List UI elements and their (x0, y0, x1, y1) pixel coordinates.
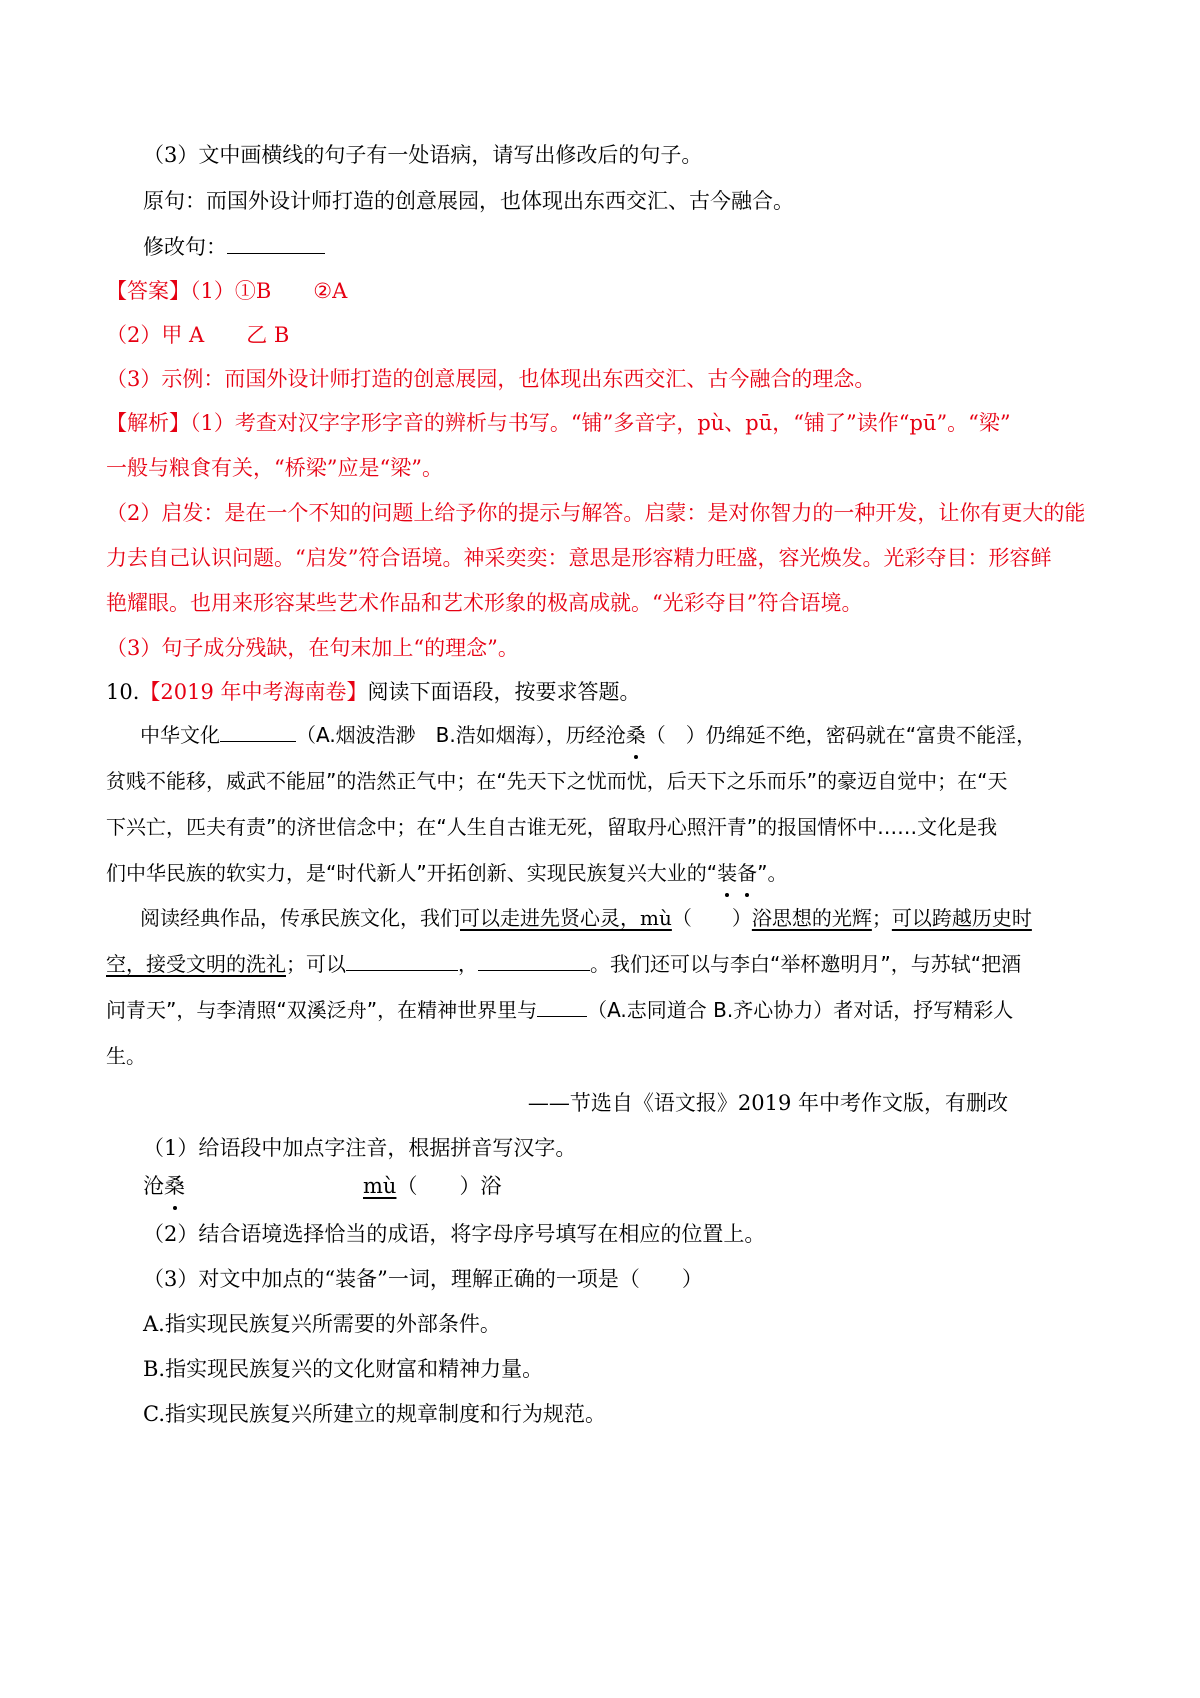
q10-para2-line2: 空，接受文明的洗礼；可以 ， 。我们还可以与李白“举杯邀明月”，与苏轼“把酒 (106, 952, 1022, 976)
underlined-phrase: 浴思想的光辉 (751, 906, 872, 930)
q10-para1-line3: 下兴亡，匹夫有责”的济世信念中；在“人生自古谁无死，留取丹心照汗青”的报国情怀中……文化是我 (106, 815, 998, 839)
idiom-blank-1[interactable] (220, 721, 296, 742)
answer-tag: 【答案】 (106, 279, 190, 303)
q10-sub1-prompt: （1）给语段中加点字注音，根据拼音写汉字。 (143, 1136, 577, 1160)
fill-blank-2[interactable] (478, 950, 590, 971)
q10-source: 【2019 年中考海南卷】 (139, 680, 368, 704)
dotted-char: 备 (737, 858, 757, 888)
q10-sub1-items: 沧桑 mù（ ）浴 (143, 1171, 1200, 1201)
dotted-char: 桑 (626, 720, 646, 750)
analysis-p1-line2: 一般与粮食有关，“桥梁”应是“梁”。 (106, 456, 443, 480)
q10-sub3-prompt: （3）对文中加点的“装备”一词，理解正确的一项是（ ） (143, 1267, 703, 1291)
analysis-tag: 【解析】 (106, 411, 190, 435)
underlined-phrase: 空，接受文明的洗礼 (106, 952, 286, 976)
underlined-phrase: 可以跨越历史时 (891, 906, 1032, 930)
option-a[interactable]: A.指实现民族复兴所需要的外部条件。 (143, 1312, 501, 1336)
pinyin-mu: mù (640, 906, 672, 930)
pinyin-mu: mù (363, 1174, 397, 1198)
prev-q3-prompt: （3）文中画横线的句子有一处语病，请写出修改后的句子。 (143, 143, 703, 167)
q10-citation: ——节选自《语文报》2019 年中考作文版，有删改 (527, 1091, 1008, 1115)
prev-q3-revised: 修改句： (143, 232, 1200, 262)
q10-para2-line1: 阅读经典作品，传承民族文化，我们可以走进先贤心灵，mù（ ）浴思想的光辉；可以跨越历史时 (140, 906, 1032, 930)
idiom-blank-2[interactable] (537, 996, 587, 1017)
analysis-p2-line3: 艳耀眼。也用来形容某些艺术作品和艺术形象的极高成就。“光彩夺目”符合语境。 (106, 591, 863, 615)
q10-para2-line3: 问青天”，与李清照“双溪泛舟”，在精神世界里与 （A.志同道合 B.齐心协力）者对话，抒写精彩人 (106, 998, 1014, 1022)
answer-line-3: （3）示例：而国外设计师打造的创意展园，也体现出东西交汇、古今融合的理念。 (106, 367, 876, 391)
q10-sub2-prompt: （2）结合语境选择恰当的成语，将字母序号填写在相应的位置上。 (143, 1222, 766, 1246)
answer-blank[interactable] (227, 233, 325, 254)
analysis-p3: （3）句子成分残缺，在句末加上“的理念”。 (106, 636, 519, 660)
q10-para1-line4: 们中华民族的软实力，是“时代新人”开拓创新、实现民族复兴大业的“装备”。 (106, 858, 1200, 888)
analysis-p2-line1: （2）启发：是在一个不知的问题上给予你的提示与解答。启蒙：是对你智力的一种开发，让你有更大的能 (106, 501, 1086, 525)
answer-line-1: 【答案】（1）①B ②A (106, 279, 348, 303)
q10-para1-line2: 贫贱不能移，威武不能屈”的浩然正气中；在“先天下之忧而忧，后天下之乐而乐”的豪迈自觉中；在“天 (106, 769, 1008, 793)
option-b[interactable]: B.指实现民族复兴的文化财富和精神力量。 (143, 1357, 544, 1381)
underlined-phrase: 可以走进先贤心灵， (460, 906, 640, 930)
q10-para2-line4: 生。 (106, 1044, 146, 1068)
option-c[interactable]: C.指实现民族复兴所建立的规章制度和行为规范。 (143, 1402, 606, 1426)
q10-para1-line1: 中华文化 （A.烟波浩渺 B.浩如烟海），历经沧桑（ ）仍绵延不绝，密码就在“富贵不能淫， (140, 720, 1200, 750)
analysis-p2-line2: 力去自己认识问题。“启发”符合语境。神采奕奕：意思是形容精力旺盛，容光焕发。光彩夺目：形容鲜 (106, 546, 1052, 570)
dotted-char: 装 (717, 858, 737, 888)
fill-blank-1[interactable] (346, 950, 458, 971)
q10-heading: 10.【2019 年中考海南卷】阅读下面语段，按要求答题。 (106, 680, 641, 704)
answer-line-2: （2）甲 A 乙 B (106, 323, 290, 347)
dotted-char: 桑 (164, 1171, 185, 1201)
analysis-p1-line1: 【解析】（1）考查对汉字字形字音的辨析与书写。“铺”多音字，pù、pū，“铺了”读作“pū”。“梁” (106, 411, 1011, 435)
prev-q3-original: 原句：而国外设计师打造的创意展园，也体现出东西交汇、古今融合。 (143, 189, 794, 213)
